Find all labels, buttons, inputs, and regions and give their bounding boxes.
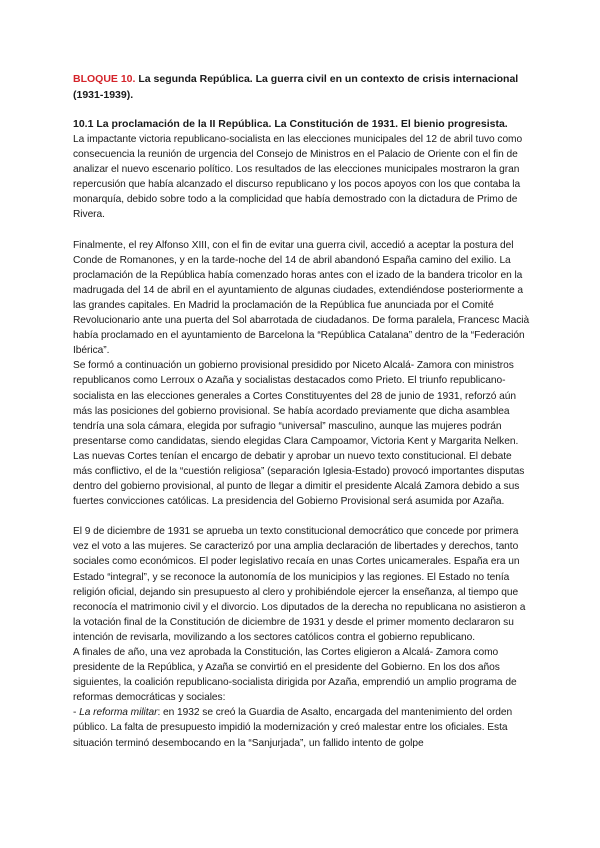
paragraph-3: Se formó a continuación un gobierno provisional presidido por Niceto Alcalá- Zamora con ministros republicanos como Lerroux o Azaña y socialistas destacados como Prieto. El triunfo republicano-socialista en las elecciones generales a Cortes Constituyentes del 28 de junio de 1931, reforzó aún más las posiciones del gobierno provisional. Se había acordado previamente que dicha asamblea tendría una sola cámara, elegida por sufragio “universal” masculino, aunque las mujeres podrán presentarse como candidatas, siendo elegidas Clara Campoamor, Victoria Kent y Margarita Nelken. Las nuevas Cortes tenían el encargo de debatir y aprobar un nuevo texto constitucional. El debate más conflictivo, el de la “cuestión religiosa” (separación Iglesia-Estado) provocó importantes disputas dentro del gobierno provisional, al punto de llegar a dimitir el presidente Alcalá Zamora debido a sus fuertes convicciones católicas. La presidencia del Gobierno Provisional será asumida por Azaña.: [73, 360, 525, 508]
paragraph-1: La impactante victoria republicano-socialista en las elecciones municipales del 12 de abril tuvo como consecuencia la reunión de urgencia del Consejo de Ministros en el Palacio de Oriente con el fin de analizar el nuevo escenario político. Los resultados de las elecciones municipales mostraron la gran repercusión que había alcanzado el discurso republicano y los pocos apoyos con los que contaba la monarquía, debido sobre todo a la complicidad que había demostrado con la dictadura de Primo de Rivera.: [73, 134, 523, 221]
list-item-prefix: -: [73, 707, 80, 719]
title-text: La segunda República. La guerra civil en un contexto de crisis internacional (1931-1939).: [73, 73, 519, 101]
document-title: [73, 71, 530, 103]
paragraph-4: El 9 de diciembre de 1931 se aprueba un texto constitucional democrático que concede por primera vez el voto a las mujeres. Se caracterizó por una amplia declaración de libertades y derechos, tanto sociales como económicos. El poder legislativo recaía en unas Cortes unicamerales. España era un Estado “integral”, y se reconoce la autonomía de los municipios y las regiones. El Estado no tenía religión oficial, dejando sin presupuesto al clero y prohibiéndole ejercer la enseñanza, al tiempo que reconocía el matrimonio civil y el divorcio. Los diputados de la derecha no republicana no asistieron a la votación final de la Constitución de diciembre de 1931 y desde el primer momento declararon su intención de revisarla, movilizando a los sectores católicos contra el gobierno republicano.: [73, 526, 526, 643]
paragraph-5: A finales de año, una vez aprobada la Constitución, las Cortes eligieron a Alcalá- Zamora como presidente de la República, y Azaña se convirtió en el presidente del Gobierno. En los dos años siguientes, la coalición republicano-socialista dirigida por Azaña, emprendió un amplio programa de reformas democráticas y sociales:: [73, 647, 517, 704]
section-heading: 10.1 La proclamación de la II República. La Constitución de 1931. El bienio progresista.: [73, 118, 508, 130]
block-tag: BLOQUE 10.: [73, 73, 136, 85]
list-item-term: La reforma militar: [79, 707, 158, 719]
paragraph-2: Finalmente, el rey Alfonso XIII, con el fin de evitar una guerra civil, accedió a aceptar la postura del Conde de Romanones, y en la tarde-noche del 14 de abril abandonó España camino del exilio. La proclamación de la República había comenzado horas antes con el izado de la bandera tricolor en la madrugada del 14 de abril en el ayuntamiento de algunas ciudades, extendiéndose posteriormente a las grandes capitales. En Madrid la proclamación de la República fue anunciada por el Comité Revolucionario ante una puerta del Sol abarrotada de ciudadanos. De forma paralela, Francesc Macià había proclamado en el ayuntamiento de Barcelona la “República Catalana” dentro de la “Federación Ibérica”.: [73, 239, 530, 357]
list-item-military-reform: [73, 705, 530, 750]
list-item-text: : en 1932 se creó la Guardia de Asalto, encargada del mantenimiento del orden público. La falta de presupuesto impidió la modernización y creó malestar entre los oficiales. Esta situación terminó desembocando en la “Sanjurjada”, un fallido intento de golpe: [73, 707, 513, 749]
